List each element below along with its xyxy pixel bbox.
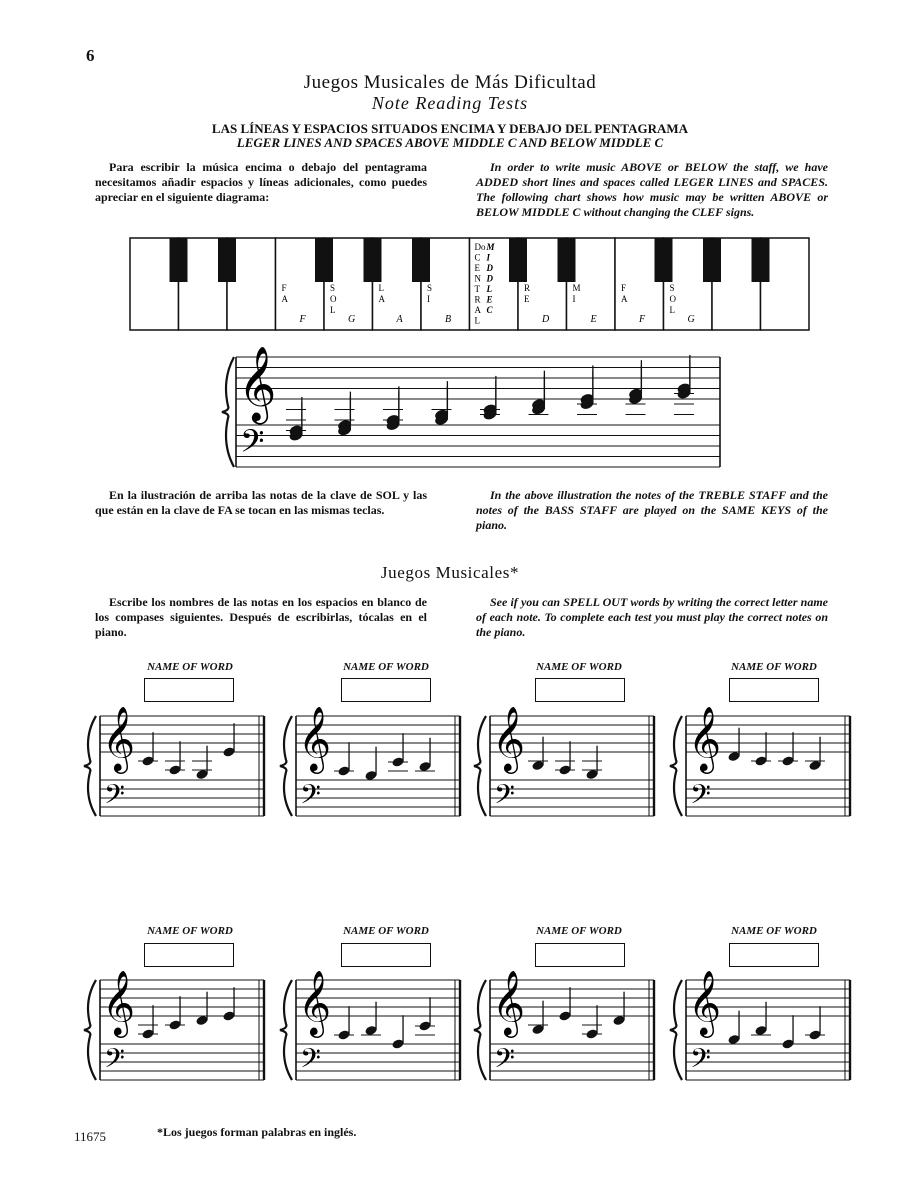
middle-c-english-letter: D — [486, 263, 493, 273]
treble-clef-icon: 𝄞 — [298, 708, 331, 771]
middle-c-spanish-letter: Do — [474, 242, 486, 252]
catalog-number: 11675 — [74, 1129, 107, 1144]
word-label: NAME OF WORD — [343, 661, 429, 673]
middle-c-spanish-letter: C — [474, 252, 481, 263]
solfege-label: F — [621, 283, 627, 293]
word-label: NAME OF WORD — [343, 925, 429, 937]
bass-clef-icon: 𝄢 — [300, 780, 321, 817]
footnote: *Los juegos forman palabras en inglés. — [157, 1125, 357, 1139]
solfege-label: E — [524, 294, 530, 304]
middle-c-spanish-letter: E — [474, 263, 480, 273]
brace — [474, 716, 486, 816]
middle-c-english-letter: L — [486, 284, 492, 294]
games-text-english: See if you can SPELL OUT words by writing the correct letter name of each note. To complete each test you must play the correct notes on the piano. — [476, 595, 828, 639]
middle-c-english-letter: E — [486, 294, 493, 305]
section-subtitle-english: LEGER LINES AND SPACES ABOVE MIDDLE C AND BELOW MIDDLE C — [236, 135, 664, 150]
note-letter-label: F — [639, 314, 646, 325]
brace — [670, 716, 682, 816]
note-letter-label: G — [687, 314, 695, 325]
treble-clef-icon: 𝄞 — [688, 708, 721, 771]
intro-text-english: In order to write music ABOVE or BELOW the staff, we have ADDED short lines and spaces called LEGER LINES and SPACES. The following chart shows how music may be written ABOVE or BELOW MIDDLE C without changing the CLEF signs. — [476, 160, 828, 219]
solfege-label: S — [427, 283, 433, 293]
middle-c-spanish-letter: L — [474, 315, 480, 326]
solfege-label: O — [669, 294, 676, 304]
middle-c-spanish-letter: A — [474, 305, 481, 315]
middle-c-spanish-letter: R — [474, 294, 481, 305]
solfege-label: S — [330, 283, 336, 293]
bass-clef-icon: 𝄢 — [494, 1044, 515, 1081]
page-title-english: Note Reading Tests — [371, 93, 529, 113]
section-subtitle-spanish: LAS LÍNEAS Y ESPACIOS SITUADOS ENCIMA Y DEBAJO DEL PENTAGRAMA — [211, 121, 689, 136]
middle-c-spanish-letter: T — [474, 284, 480, 294]
solfege-label: M — [572, 283, 581, 293]
solfege-label: O — [330, 294, 337, 304]
bass-clef-icon: 𝄢 — [690, 780, 711, 817]
bass-clef-icon: 𝄢 — [690, 1044, 711, 1081]
solfege-label: A — [621, 294, 628, 304]
solfege-label: I — [572, 294, 576, 304]
solfege-label: A — [378, 294, 385, 304]
page-number: 6 — [86, 46, 95, 65]
games-text-spanish: Escribe los nombres de las notas en los espacios en blanco de los compases siguientes. Después de escribirlas, tócalas en el piano. — [95, 595, 427, 639]
intro-text-spanish: Para escribir la música encima o debajo del pentagrama necesitamos añadir espacios y líneas adicionales, como puedes apreciar en el siguiente diagrama: — [95, 160, 427, 204]
note-letter-label: A — [396, 314, 403, 325]
brace — [280, 980, 292, 1080]
illustration-text-spanish: En la ilustración de arriba las notas de la clave de SOL y las que están en la clave de FA se tocan en las mismas teclas. — [95, 488, 427, 517]
bass-clef-icon: 𝄢 — [104, 780, 125, 817]
treble-clef-icon: 𝄞 — [688, 972, 721, 1035]
solfege-label: L — [669, 305, 675, 315]
note-letter-label: F — [299, 314, 306, 325]
word-label: NAME OF WORD — [147, 925, 233, 937]
word-label: NAME OF WORD — [147, 661, 233, 673]
middle-c-spanish-letter: N — [474, 273, 481, 284]
solfege-label: I — [427, 294, 430, 304]
middle-c-english-letter: M — [486, 242, 495, 252]
treble-clef-icon: 𝄞 — [298, 972, 331, 1035]
solfege-label: R — [524, 283, 531, 293]
treble-clef-icon: 𝄞 — [102, 972, 135, 1035]
treble-clef-icon: 𝄞 — [492, 708, 525, 771]
bass-clef-icon: 𝄢 — [494, 780, 515, 817]
brace — [280, 716, 292, 816]
word-label: NAME OF WORD — [731, 925, 817, 937]
note-letter-label: D — [542, 314, 550, 325]
page-title-spanish: Juegos Musicales de Más Dificultad — [303, 72, 597, 93]
solfege-label: A — [281, 294, 288, 304]
word-label: NAME OF WORD — [536, 925, 622, 937]
treble-clef-icon: 𝄞 — [102, 708, 135, 771]
solfege-label: L — [330, 305, 336, 315]
games-heading: Juegos Musicales* — [380, 563, 520, 582]
bass-clef-icon: 𝄢 — [104, 1044, 125, 1081]
middle-c-english-letter: D — [486, 273, 493, 284]
bass-clef-icon: 𝄢 — [240, 425, 265, 468]
middle-c-english-letter: C — [486, 305, 493, 315]
word-label: NAME OF WORD — [536, 661, 622, 673]
note-letter-label: G — [348, 314, 356, 325]
treble-clef-icon: 𝄞 — [238, 348, 277, 421]
brace — [670, 980, 682, 1080]
solfege-label: L — [378, 283, 384, 293]
middle-c-english-letter: I — [486, 252, 491, 263]
note-letter-label: B — [445, 314, 452, 325]
solfege-label: F — [281, 283, 287, 293]
brace — [84, 716, 96, 816]
note-letter-label: E — [590, 314, 597, 325]
bass-clef-icon: 𝄢 — [300, 1044, 321, 1081]
treble-clef-icon: 𝄞 — [492, 972, 525, 1035]
solfege-label: S — [669, 283, 675, 293]
word-label: NAME OF WORD — [731, 661, 817, 673]
illustration-text-english: In the above illustration the notes of the TREBLE STAFF and the notes of the BASS STAFF are played on the SAME KEYS of the piano. — [476, 488, 828, 532]
brace — [84, 980, 96, 1080]
brace — [474, 980, 486, 1080]
